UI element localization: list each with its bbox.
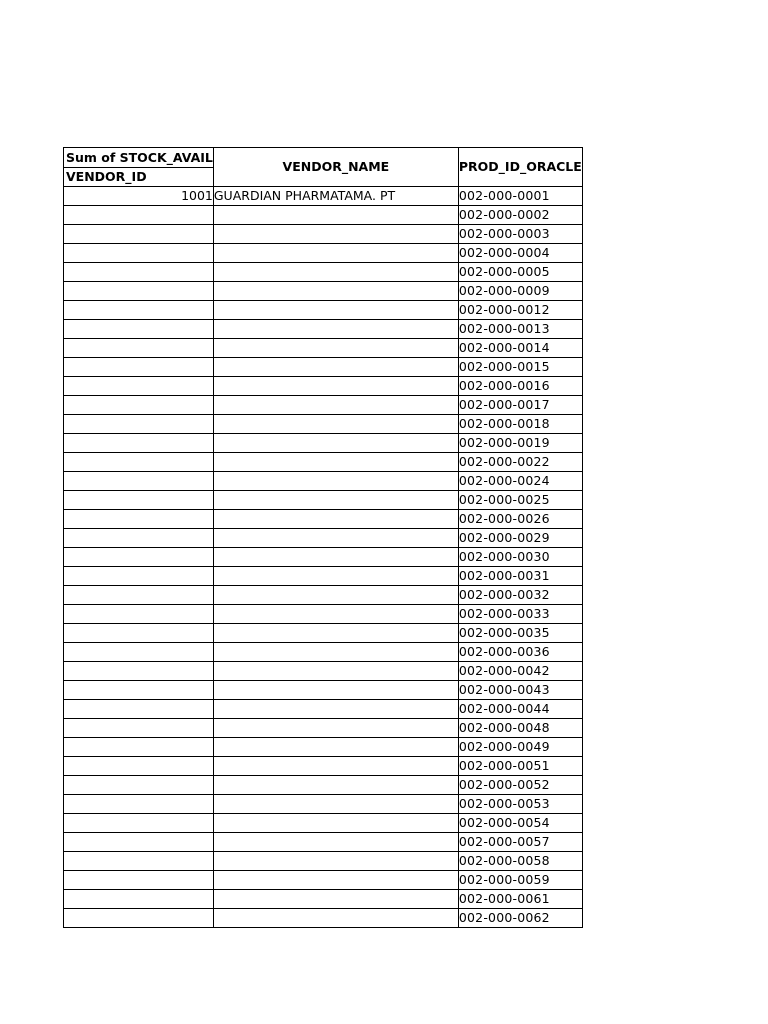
- prod-id-cell[interactable]: 002-000-0058: [458, 852, 582, 871]
- prod-id-header-cell[interactable]: [458, 148, 582, 187]
- table-row: [64, 795, 583, 814]
- vendor-name-cell[interactable]: [213, 852, 458, 871]
- prod-id-cell[interactable]: 002-000-0030: [458, 548, 582, 567]
- vendor-id-cell[interactable]: [64, 662, 214, 681]
- table-row: [64, 548, 583, 567]
- vendor-id-cell[interactable]: [64, 795, 214, 814]
- prod-id-cell[interactable]: 002-000-0054: [458, 814, 582, 833]
- vendor-name-cell[interactable]: [213, 282, 458, 301]
- table-row: [64, 681, 583, 700]
- vendor-id-header: VENDOR_ID: [66, 169, 147, 184]
- prod-id-cell[interactable]: 002-000-0014: [458, 339, 582, 358]
- prod-id-cell[interactable]: 002-000-0031: [458, 567, 582, 586]
- table-row: [64, 738, 583, 757]
- vendor-name-cell[interactable]: [213, 662, 458, 681]
- table-row: [64, 187, 583, 206]
- prod-id-cell[interactable]: 002-000-0043: [458, 681, 582, 700]
- vendor-name-cell[interactable]: [213, 757, 458, 776]
- prod-id-cell[interactable]: 002-000-0052: [458, 776, 582, 795]
- vendor-id-cell[interactable]: [64, 624, 214, 643]
- vendor-id-cell[interactable]: [64, 871, 214, 890]
- table-row: [64, 415, 583, 434]
- prod-id-cell[interactable]: 002-000-0044: [458, 700, 582, 719]
- table-row: [64, 282, 583, 301]
- prod-id-cell[interactable]: 002-000-0016: [458, 377, 582, 396]
- vendor-name-cell[interactable]: [213, 567, 458, 586]
- table-row: [64, 814, 583, 833]
- prod-id-cell[interactable]: 002-000-0004: [458, 244, 582, 263]
- table-row: [64, 377, 583, 396]
- table-row: [64, 890, 583, 909]
- vendor-id-cell[interactable]: [64, 681, 214, 700]
- pivot-table-sheet: [63, 147, 583, 928]
- table-row: [64, 320, 583, 339]
- table-row: [64, 605, 583, 624]
- vendor-name-cell[interactable]: [213, 415, 458, 434]
- prod-id-cell[interactable]: 002-000-0005: [458, 263, 582, 282]
- vendor-id-cell[interactable]: [64, 776, 214, 795]
- vendor-id-cell[interactable]: 1001: [64, 187, 214, 206]
- vendor-id-cell[interactable]: [64, 890, 214, 909]
- table-row: [64, 833, 583, 852]
- vendor-id-cell[interactable]: [64, 510, 214, 529]
- vendor-name-cell[interactable]: [213, 339, 458, 358]
- table-row: [64, 225, 583, 244]
- prod-id-cell[interactable]: 002-000-0049: [458, 738, 582, 757]
- vendor-id-cell[interactable]: [64, 396, 214, 415]
- vendor-id-cell[interactable]: [64, 586, 214, 605]
- vendor-name-cell[interactable]: [213, 719, 458, 738]
- table-row: [64, 301, 583, 320]
- vendor-name-cell[interactable]: [213, 529, 458, 548]
- vendor-name-cell[interactable]: [213, 453, 458, 472]
- vendor-id-cell[interactable]: [64, 244, 214, 263]
- prod-id-cell[interactable]: 002-000-0017: [458, 396, 582, 415]
- vendor-name-cell[interactable]: [213, 909, 458, 928]
- vendor-id-cell[interactable]: [64, 225, 214, 244]
- prod-id-cell[interactable]: 002-000-0036: [458, 643, 582, 662]
- table-row: [64, 871, 583, 890]
- prod-id-cell[interactable]: 002-000-0019: [458, 434, 582, 453]
- vendor-name-cell[interactable]: [213, 510, 458, 529]
- vendor-id-cell[interactable]: [64, 472, 214, 491]
- vendor-id-cell[interactable]: [64, 548, 214, 567]
- table-row: [64, 434, 583, 453]
- vendor-name-cell[interactable]: [213, 643, 458, 662]
- vendor-id-cell[interactable]: [64, 529, 214, 548]
- vendor-name-cell[interactable]: [213, 263, 458, 282]
- header-row: [64, 148, 583, 187]
- vendor-name-cell[interactable]: [213, 548, 458, 567]
- table-row: [64, 396, 583, 415]
- prod-id-cell[interactable]: 002-000-0048: [458, 719, 582, 738]
- prod-id-cell[interactable]: 002-000-0032: [458, 586, 582, 605]
- table-row: [64, 643, 583, 662]
- vendor-id-cell[interactable]: [64, 852, 214, 871]
- vendor-name-header[interactable]: VENDOR_NAME: [213, 148, 458, 187]
- vendor-name-cell[interactable]: [213, 206, 458, 225]
- vendor-id-cell[interactable]: [64, 833, 214, 852]
- table-row: [64, 510, 583, 529]
- vendor-id-cell[interactable]: [64, 263, 214, 282]
- vendor-id-cell[interactable]: [64, 282, 214, 301]
- table-row: [64, 206, 583, 225]
- prod-id-cell[interactable]: 002-000-0003: [458, 225, 582, 244]
- table-row: [64, 662, 583, 681]
- vendor-name-cell[interactable]: [213, 472, 458, 491]
- vendor-name-cell[interactable]: [213, 301, 458, 320]
- table-row: [64, 757, 583, 776]
- vendor-id-cell[interactable]: [64, 757, 214, 776]
- table-row: [64, 529, 583, 548]
- prod-id-cell[interactable]: 002-000-0002: [458, 206, 582, 225]
- prod-id-cell[interactable]: 002-000-0057: [458, 833, 582, 852]
- vendor-name-cell[interactable]: [213, 681, 458, 700]
- vendor-id-cell[interactable]: [64, 719, 214, 738]
- prod-id-cell[interactable]: 002-000-0053: [458, 795, 582, 814]
- sum-field-label: Sum of STOCK_AVAIL: [64, 148, 213, 168]
- table-row: [64, 263, 583, 282]
- vendor-name-cell[interactable]: [213, 890, 458, 909]
- prod-id-cell[interactable]: 002-000-0035: [458, 624, 582, 643]
- vendor-id-cell[interactable]: [64, 814, 214, 833]
- vendor-name-cell[interactable]: [213, 605, 458, 624]
- table-row: [64, 358, 583, 377]
- table-row: [64, 624, 583, 643]
- vendor-id-cell[interactable]: [64, 206, 214, 225]
- prod-id-cell[interactable]: 002-000-0051: [458, 757, 582, 776]
- vendor-name-cell[interactable]: [213, 738, 458, 757]
- vendor-name-cell[interactable]: GUARDIAN PHARMATAMA. PT: [213, 187, 458, 206]
- prod-id-cell[interactable]: 002-000-0001: [458, 187, 582, 206]
- table-row: [64, 909, 583, 928]
- vendor-name-cell[interactable]: [213, 833, 458, 852]
- prod-id-cell[interactable]: 002-000-0024: [458, 472, 582, 491]
- pivot-table: [63, 147, 583, 928]
- prod-id-cell[interactable]: 002-000-0022: [458, 453, 582, 472]
- table-row: [64, 700, 583, 719]
- vendor-id-cell[interactable]: [64, 339, 214, 358]
- vendor-name-cell[interactable]: [213, 358, 458, 377]
- prod-id-cell[interactable]: 002-000-0029: [458, 529, 582, 548]
- vendor-name-cell[interactable]: [213, 624, 458, 643]
- vendor-name-cell[interactable]: [213, 491, 458, 510]
- table-row: [64, 852, 583, 871]
- vendor-name-cell[interactable]: [213, 396, 458, 415]
- vendor-name-cell[interactable]: [213, 700, 458, 719]
- vendor-id-cell[interactable]: [64, 491, 214, 510]
- vendor-id-cell[interactable]: [64, 738, 214, 757]
- prod-id-cell[interactable]: 002-000-0062: [458, 909, 582, 928]
- vendor-id-cell[interactable]: [64, 434, 214, 453]
- table-row: [64, 776, 583, 795]
- table-row: [64, 567, 583, 586]
- vendor-name-cell[interactable]: [213, 586, 458, 605]
- prod-id-cell[interactable]: 002-000-0012: [458, 301, 582, 320]
- table-row: [64, 453, 583, 472]
- table-row: [64, 244, 583, 263]
- prod-id-cell[interactable]: 002-000-0018: [458, 415, 582, 434]
- vendor-name-cell[interactable]: [213, 225, 458, 244]
- table-row: [64, 339, 583, 358]
- prod-id-cell[interactable]: 002-000-0013: [458, 320, 582, 339]
- table-row: [64, 719, 583, 738]
- prod-id-cell[interactable]: 002-000-0042: [458, 662, 582, 681]
- vendor-id-cell[interactable]: [64, 453, 214, 472]
- vendor-name-cell[interactable]: [213, 776, 458, 795]
- vendor-name-cell[interactable]: [213, 814, 458, 833]
- vendor-id-cell[interactable]: [64, 643, 214, 662]
- prod-id-cell[interactable]: 002-000-0025: [458, 491, 582, 510]
- prod-id-header: PROD_ID_ORACLE: [458, 159, 582, 174]
- vendor-id-cell[interactable]: [64, 605, 214, 624]
- prod-id-cell[interactable]: 002-000-0009: [458, 282, 582, 301]
- prod-id-cell[interactable]: 002-000-0033: [458, 605, 582, 624]
- prod-id-cell[interactable]: 002-000-0015: [458, 358, 582, 377]
- table-row: [64, 586, 583, 605]
- vendor-id-cell[interactable]: [64, 415, 214, 434]
- vendor-name-cell[interactable]: [213, 434, 458, 453]
- vendor-name-cell[interactable]: [213, 320, 458, 339]
- vendor-id-cell[interactable]: [64, 358, 214, 377]
- vendor-id-cell[interactable]: [64, 700, 214, 719]
- vendor-name-cell[interactable]: [213, 795, 458, 814]
- vendor-id-cell[interactable]: [64, 320, 214, 339]
- vendor-name-cell[interactable]: [213, 377, 458, 396]
- vendor-name-cell[interactable]: [213, 871, 458, 890]
- prod-id-cell[interactable]: 002-000-0026: [458, 510, 582, 529]
- vendor-id-cell[interactable]: [64, 909, 214, 928]
- vendor-id-cell[interactable]: [64, 301, 214, 320]
- prod-id-cell[interactable]: 002-000-0061: [458, 890, 582, 909]
- prod-id-cell[interactable]: 002-000-0059: [458, 871, 582, 890]
- vendor-id-cell[interactable]: [64, 567, 214, 586]
- vendor-name-cell[interactable]: [213, 244, 458, 263]
- table-row: [64, 472, 583, 491]
- header-cell-sum-vendor-id[interactable]: [64, 148, 214, 187]
- vendor-id-cell[interactable]: [64, 377, 214, 396]
- table-row: [64, 491, 583, 510]
